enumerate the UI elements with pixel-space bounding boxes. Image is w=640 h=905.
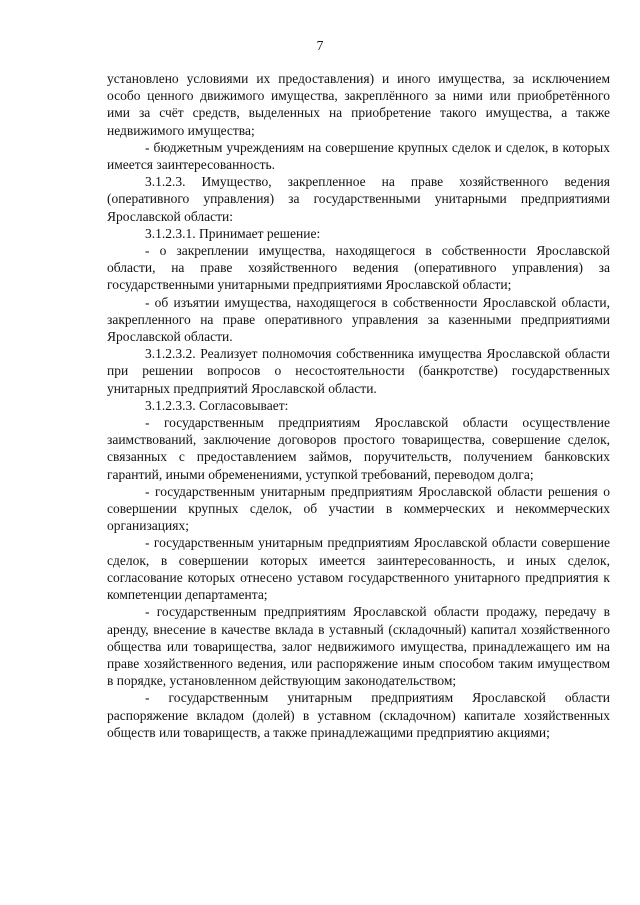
paragraph: 3.1.2.3.2. Реализует полномочия собственника имущества Ярославской области при решении вопросов о несостоятельности (банкротстве) государственных унитарных предприятий Ярославской области. xyxy=(107,346,610,396)
document-body xyxy=(107,70,610,741)
paragraph: - государственным предприятиям Ярославской области продажу, передачу в аренду, внесение в качестве вклада в уставный (складочный) капитал хозяйственного общества или товарищества, залог недвижимого имущества, принадлежащего им на праве хозяйственного ведения, или распоряжение иным способом таким имуществом в порядке, установленном действующим законодательством; xyxy=(107,604,610,689)
paragraph: - о закреплении имущества, находящегося в собственности Ярославской области, на праве хозяйственного ведения (оперативного управления) за государственными унитарными предприятиями Ярославской области; xyxy=(107,243,610,293)
paragraph: - бюджетным учреждениям на совершение крупных сделок и сделок, в которых имеется заинтересованность. xyxy=(107,139,610,173)
paragraph: 3.1.2.3. Имущество, закрепленное на праве хозяйственного ведения (оперативного управления) за государственными унитарными предприятиями Ярославской области: xyxy=(107,174,610,224)
paragraph: - государственным унитарным предприятиям Ярославской области совершение сделок, в совершении которых имеется заинтересованность, и иных сделок, согласование которых отнесено уставом государственного унитарного предприятия к компетенции департамента; xyxy=(107,535,610,603)
paragraph: - государственным предприятиям Ярославской области осуществление заимствований, заключение договоров простого товарищества, совершение сделок, связанных с предоставлением займов, поручительств, получением банковских гарантий, иными обременениями, уступкой требований, переводом долга; xyxy=(107,415,610,482)
paragraph: установлено условиями их предоставления) и иного имущества, за исключением особо ценного движимого имущества, закреплённого за ними или приобретённого ими за счёт средств, выделенных на приобретение такого имущества, а также недвижимого имущества; xyxy=(107,71,610,138)
page-number: 7 xyxy=(316,38,324,53)
paragraph: 3.1.2.3.3. Согласовывает: xyxy=(145,397,289,413)
paragraph: - об изъятии имущества, находящегося в собственности Ярославской области, закрепленного на праве оперативного управления за казенными предприятиями Ярославской области. xyxy=(107,294,610,345)
paragraph: - государственным унитарным предприятиям Ярославской области решения о совершении крупных сделок, об участии в коммерческих и некоммерческих организациях; xyxy=(107,483,610,534)
paragraph: - государственным унитарным предприятиям Ярославской области распоряжение вкладом (долей) в уставном (складочном) капитале хозяйственных обществ или товариществ, а также принадлежащими предприятию акциями; xyxy=(107,690,610,740)
paragraph: 3.1.2.3.1. Принимает решение: xyxy=(145,225,321,241)
